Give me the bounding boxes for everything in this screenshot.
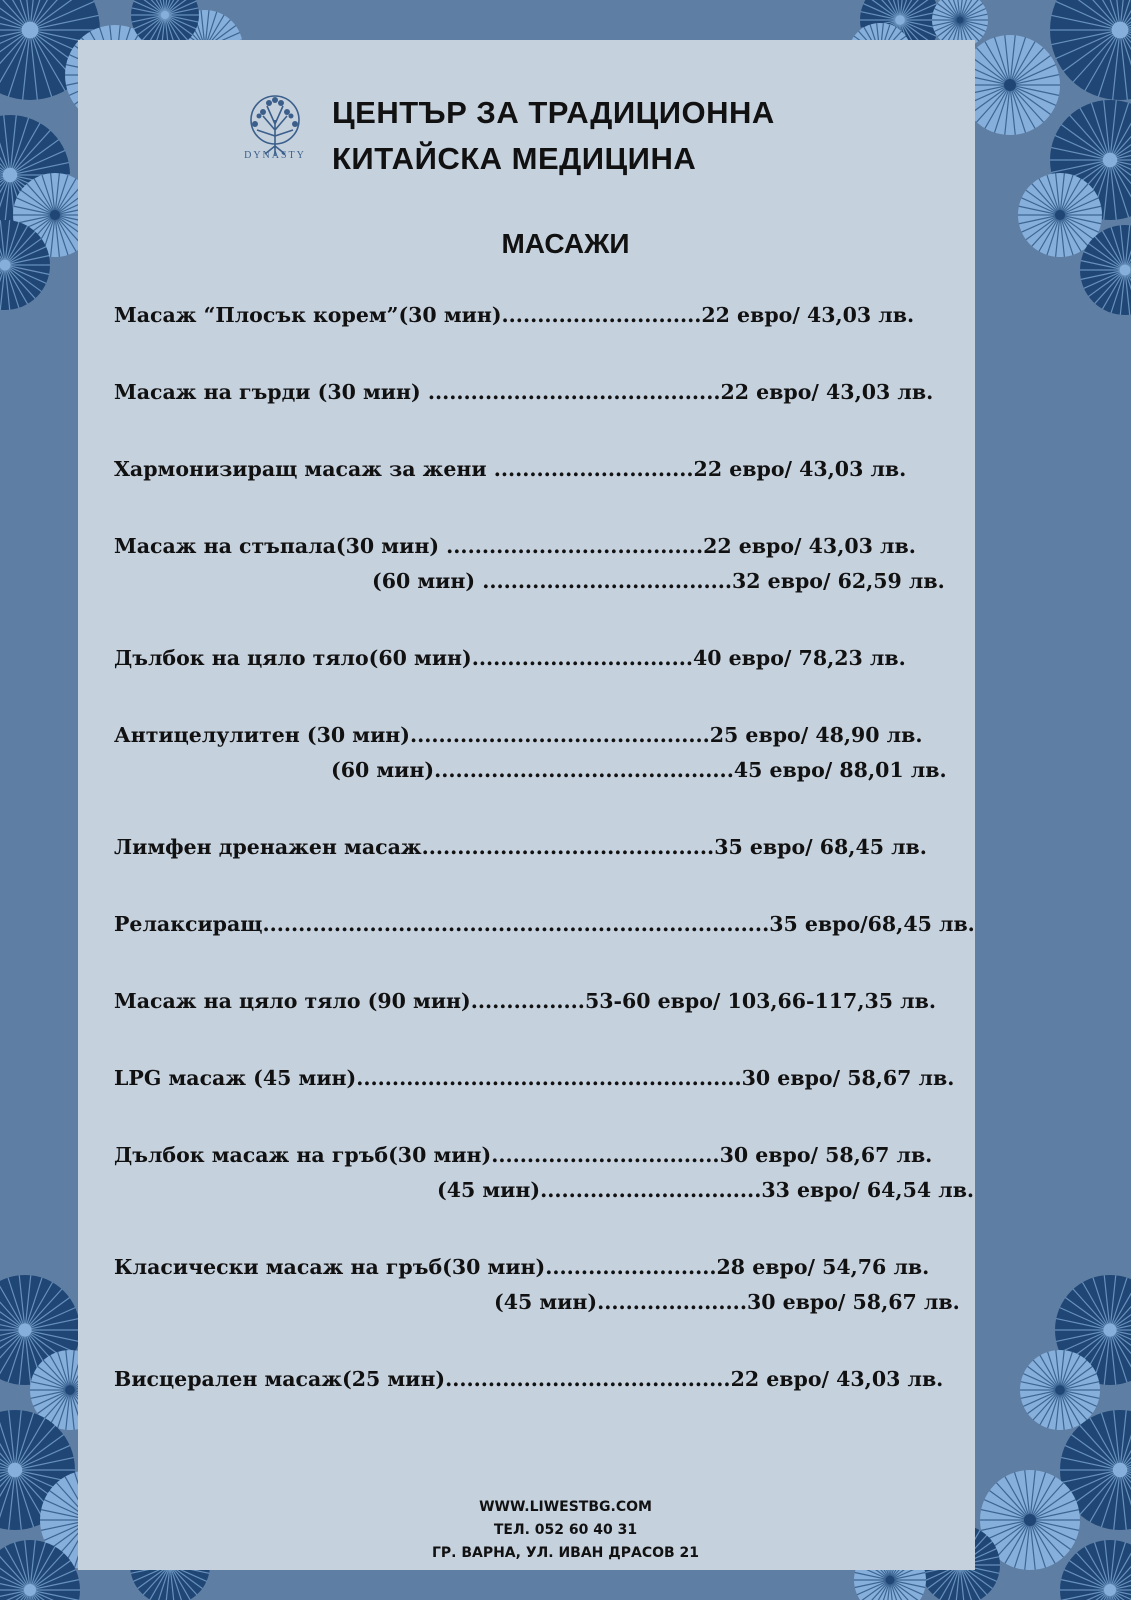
price-list: [114, 298, 994, 1439]
price-item: [114, 375, 994, 410]
price-subline: (60 мин)..........................................45 евро/ 88,01 лв.: [331, 758, 947, 782]
price-subline: (45 мин).....................30 евро/ 58,67 лв.: [494, 1290, 960, 1314]
fan-medallion-icon: [1020, 1350, 1100, 1430]
fan-medallion-icon: [1050, 100, 1131, 220]
price-line: Масаж на цяло тяло (90 мин)................53-60 евро/ 103,66-117,35 лв.: [114, 989, 936, 1013]
price-item: [114, 641, 994, 676]
price-subline: (60 мин) ...................................32 евро/ 62,59 лв.: [372, 569, 945, 593]
section-title: МАСАЖИ: [501, 228, 630, 259]
price-subline: (45 мин)...............................33 евро/ 64,54 лв.: [437, 1178, 975, 1202]
price-item: [114, 1138, 994, 1208]
price-item: [114, 830, 994, 865]
price-line: Хармонизиращ масаж за жени ............................22 евро/ 43,03 лв.: [114, 457, 907, 481]
tree-logo-icon: [235, 90, 315, 182]
price-item: [114, 529, 994, 599]
price-item: [114, 298, 994, 333]
price-item: [114, 1061, 994, 1096]
price-line: Висцерален масаж(25 мин)........................................22 евро/ 43,03 лв.: [114, 1367, 944, 1391]
title-line-1: ЦЕНТЪР ЗА ТРАДИЦИОННА: [332, 95, 775, 130]
price-item: [114, 452, 994, 487]
price-line: Масаж на гърди (30 мин) .........................................22 евро/ 43,03 лв.: [114, 380, 934, 404]
price-line: Дълбок на цяло тяло(60 мин)...............................40 евро/ 78,23 лв.: [114, 646, 906, 670]
header: [235, 90, 935, 200]
footer-phone: ТЕЛ. 052 60 40 31: [493, 1522, 638, 1538]
price-item: [114, 1362, 994, 1397]
fan-medallion-icon: [0, 115, 70, 235]
fan-medallion-icon: [1050, 0, 1131, 100]
price-line: Лимфен дренажен масаж.........................................35 евро/ 68,45 лв.: [114, 835, 927, 859]
price-line: Класически масаж на гръб(30 мин)........................28 евро/ 54,76 лв.: [114, 1255, 930, 1279]
price-line: Дълбок масаж на гръб(30 мин)................................30 евро/ 58,67 лв.: [114, 1143, 933, 1167]
footer: [0, 1496, 1131, 1565]
price-line: Масаж “Плосък корем”(30 мин)............................22 евро/ 43,03 лв.: [114, 303, 915, 327]
title-line-2: КИТАЙСКА МЕДИЦИНА: [332, 141, 697, 176]
price-line: Масаж на стъпала(30 мин) ....................................22 евро/ 43,03 лв.: [114, 534, 916, 558]
price-item: [114, 907, 994, 942]
price-line: Антицелулитен (30 мин)..........................................25 евро/ 48,90 лв.: [114, 723, 923, 747]
price-item: [114, 718, 994, 788]
footer-address: ГР. ВАРНА, УЛ. ИВАН ДРАСОВ 21: [431, 1545, 700, 1561]
footer-website: WWW.LIWESTBG.COM: [479, 1499, 652, 1515]
price-item: [114, 984, 994, 1019]
price-item: [114, 1250, 994, 1320]
fan-medallion-icon: [0, 1275, 80, 1385]
page-title: [332, 90, 775, 182]
logo-text: DYNASTY: [244, 150, 306, 161]
price-line: LPG масаж (45 мин)......................................................30 евро/ 58,67 лв.: [114, 1066, 955, 1090]
fan-medallion-icon: [1055, 1275, 1131, 1385]
price-line: Релаксиращ.......................................................................35 евро/68,45 лв.: [114, 912, 975, 936]
fan-medallion-icon: [960, 35, 1060, 135]
